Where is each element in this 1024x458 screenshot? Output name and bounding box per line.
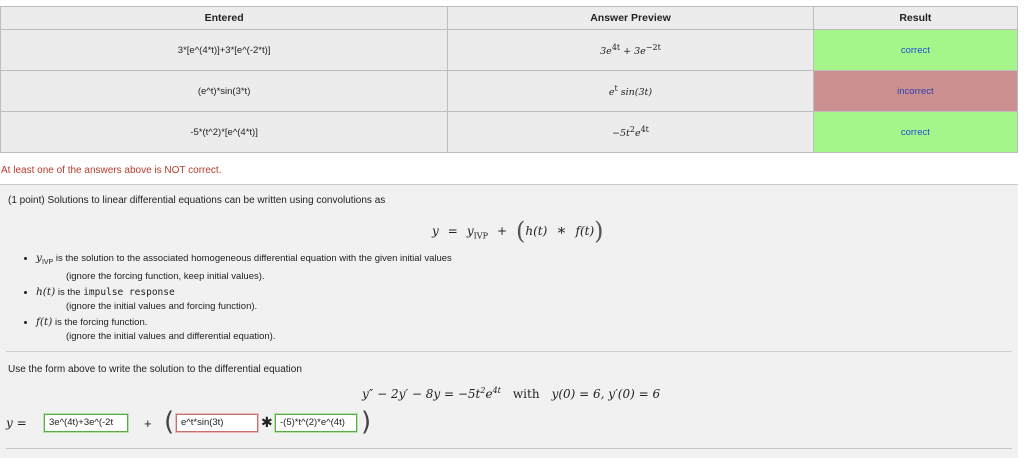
instruction-text: Use the form above to write the solution to the differential equation: [8, 364, 302, 375]
divider: [6, 448, 1012, 449]
plus-sign: +: [144, 416, 152, 431]
header-result: Result: [813, 7, 1017, 30]
table-row: [1, 30, 1018, 71]
list-item: • f(t) is the forcing function. (ignore the initial values and differential equation).: [36, 315, 452, 345]
result-cell-incorrect: incorrect: [813, 71, 1017, 112]
problem-panel: [0, 184, 1018, 458]
problem-intro: (1 point) Solutions to linear differential equations can be written using convolutions as: [8, 195, 386, 206]
list-item: • $y_{IVP}$ is the solution to the associated homogeneous differential equation with the given initial values (ignore the forcing function, keep initial values).: [36, 251, 452, 285]
impulse-response-input[interactable]: e^t*sin(3t): [176, 414, 258, 432]
answer-label: y =: [6, 416, 27, 430]
right-paren: ): [361, 407, 372, 437]
header-entered: Entered: [1, 7, 448, 30]
yivp-answer-input[interactable]: 3e^(4t)+3e^(-2t: [44, 414, 128, 432]
header-answer-preview: Answer Preview: [448, 7, 814, 30]
entered-cell: 3*[e^(4*t)]+3*[e^(-2*t)]: [1, 30, 448, 71]
answer-row: [6, 409, 1016, 441]
preview-cell: $3e^{4t} + 3e^{-2t}$: [448, 30, 814, 71]
results-table: [0, 6, 1018, 153]
convolution-formula: $y = y_{IVP} + (h(t)$ ∗ f(t)): [432, 217, 604, 245]
definitions-list: [24, 251, 452, 345]
preview-cell: $-5t^2e^{4t}$: [448, 112, 814, 153]
preview-cell: $e^t$ sin(3t): [448, 71, 814, 112]
results-header-row: [1, 7, 1018, 30]
table-row: [1, 71, 1018, 112]
table-row: [1, 112, 1018, 153]
result-cell-correct: correct: [813, 30, 1017, 71]
list-item: • h(t) is the impulse response (ignore the initial values and forcing function).: [36, 285, 452, 315]
result-cell-correct: correct: [813, 112, 1017, 153]
entered-cell: -5*(t^2)*[e^(4*t)]: [1, 112, 448, 153]
error-message: At least one of the answers above is NOT correct.: [1, 165, 222, 176]
entered-cell: (e^t)*sin(3*t): [1, 71, 448, 112]
forcing-function-input[interactable]: -(5)*t^(2)*e^(4t): [275, 414, 357, 432]
convolution-star-icon: ✱: [261, 414, 273, 430]
divider: [6, 351, 1012, 352]
left-paren: (: [164, 407, 175, 437]
differential-equation: $y'' - 2y' - 8y = -5t^2e^{4t}$ with y(0) = 6, y′(0) = 6: [362, 386, 661, 401]
